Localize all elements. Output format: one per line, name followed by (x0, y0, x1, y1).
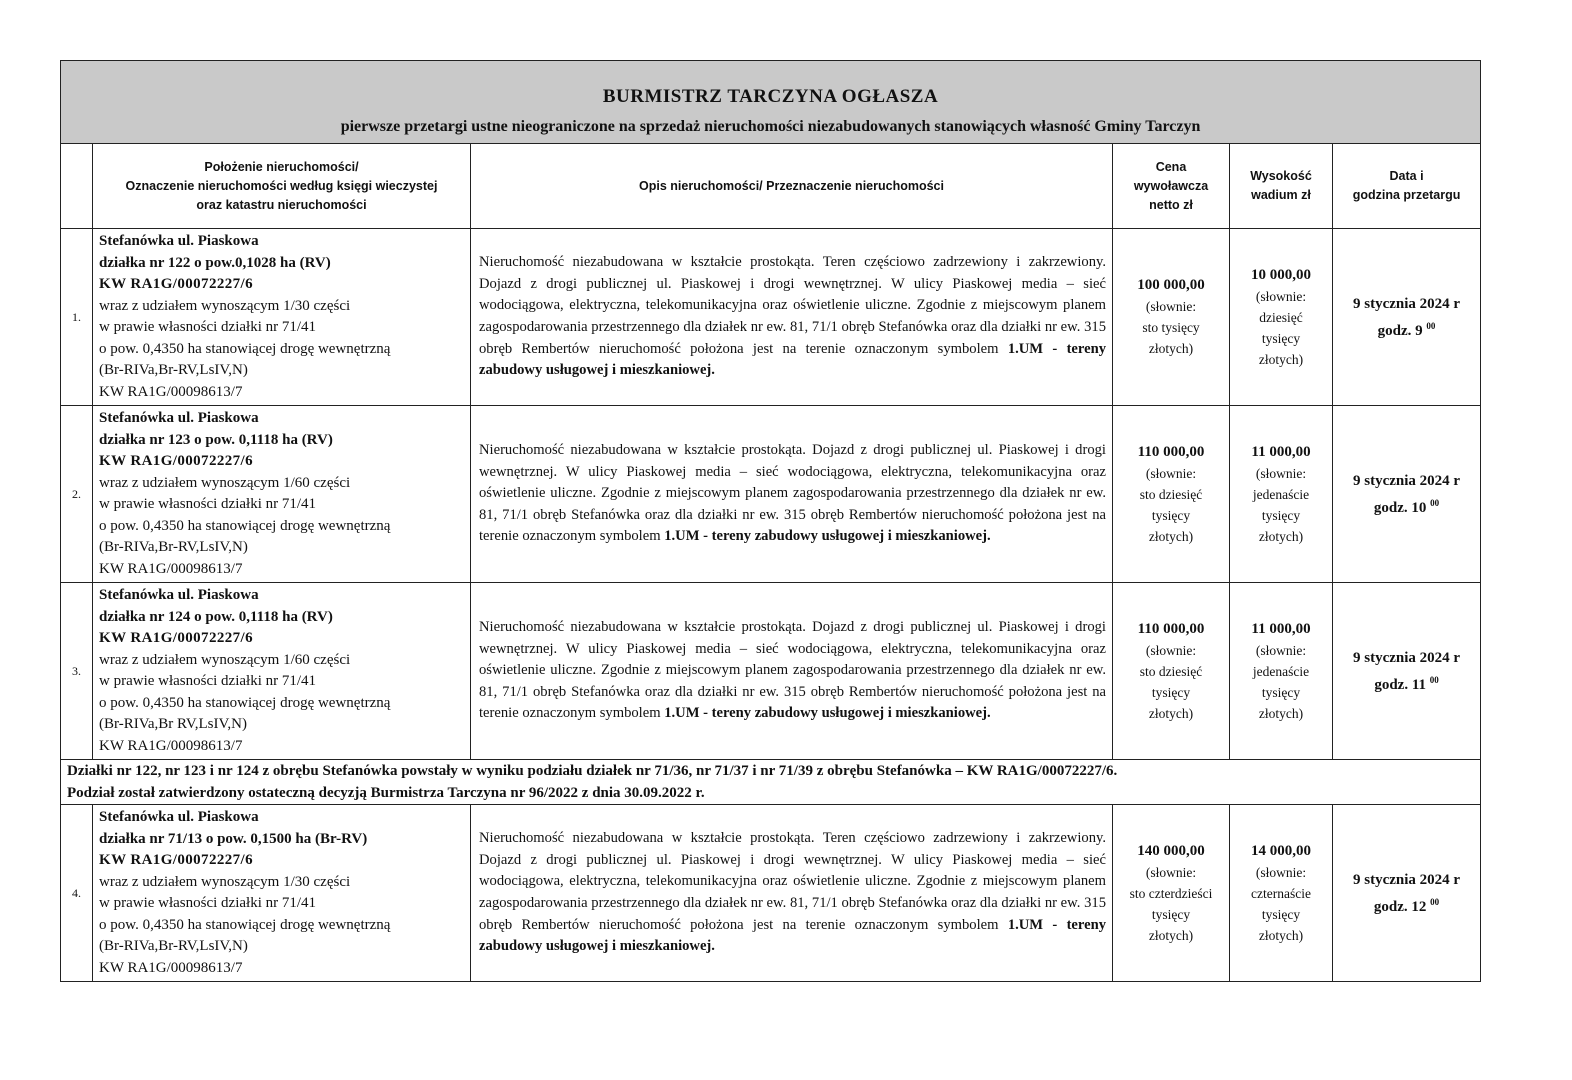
col-deposit-label-1: Wysokość (1250, 169, 1312, 183)
land-class-line: (Br-RIVa,Br RV,LsIV,N) (99, 716, 247, 732)
price-words: sto dziesięć (1139, 663, 1203, 679)
road-area-line: o pow. 0,4350 ha stanowiącej drogę wewnętrzną (99, 340, 391, 357)
deposit-value: 14 000,00 (1251, 842, 1311, 859)
property-location (93, 583, 471, 760)
announcement-subtitle: pierwsze przetargi ustne nieograniczone na sprzedaż nieruchomości niezabudowanych stanowiących własność Gminy Tarczyn (340, 118, 1201, 135)
minutes-text: 00 (1426, 320, 1436, 331)
property-location (93, 406, 471, 583)
share-line: wraz z udziałem wynoszącym 1/30 części (99, 297, 351, 314)
price-words: złotych) (1148, 341, 1194, 356)
price-words: złotych) (1148, 705, 1194, 721)
auction-date: 9 stycznia 2024 r (1352, 649, 1461, 666)
deposit-words: tysięcy (1261, 684, 1301, 700)
price-amount: 100 000,00 (1137, 277, 1205, 293)
price-amount: 140 000,00 (1137, 842, 1205, 859)
auction-datetime (1333, 229, 1481, 406)
deposit-amount (1230, 805, 1333, 982)
parcel-line: działka nr 124 o pow. 0,1118 ha (RV) (99, 608, 333, 625)
hour-text: godz. 10 (1373, 499, 1427, 516)
price-words: (słownie: (1145, 642, 1197, 658)
deposit-words: tysięcy (1261, 507, 1301, 523)
deposit-value: 10 000,00 (1251, 266, 1311, 283)
deposit-words: (słownie: (1255, 642, 1307, 658)
col-date-label-2: godzina przetargu (1352, 188, 1461, 202)
deposit-words: złotych) (1258, 351, 1304, 367)
auction-hour (1333, 891, 1480, 918)
property-location (93, 805, 471, 982)
price-words: złotych) (1148, 528, 1194, 544)
announcement-title: BURMISTRZ TARCZYNA OGŁASZA (602, 86, 939, 107)
description-text: Nieruchomość niezabudowana w kształcie prostokąta. Teren częściowo zadrzewiony i zakrzewiony. Dojazd z drogi publicznej ul. Piaskowej i drogi wewnętrznej. W ulicy Piaskowej media – sieć wodociągowa, elektryczna, telekomunikacyjna oraz oświetlenie uliczne. Zgodnie z miejscowym planem zagospodarowania przestrzennego dla działek nr ew. 81, 71/1 obręb Stefanówka oraz dla działki nr ew. 315 obręb Rembertów nieruchomość położona jest na terenie oznaczonym symbolem (479, 254, 1106, 357)
share-line: wraz z udziałem wynoszącym 1/60 części (99, 651, 351, 668)
auction-date: 9 stycznia 2024 r (1352, 472, 1461, 489)
auction-hour (1333, 669, 1480, 696)
auction-datetime (1333, 406, 1481, 583)
announcement-sheet (60, 60, 1480, 982)
property-row (61, 229, 1481, 406)
hour-text: godz. 9 (1377, 322, 1423, 339)
row-number: 3. (61, 583, 93, 760)
auction-date: 9 stycznia 2024 r (1352, 295, 1461, 312)
location-line: Stefanówka ul. Piaskowa (99, 809, 259, 825)
auction-datetime (1333, 583, 1481, 760)
col-location-label-2: Oznaczenie nieruchomości według księgi wieczystej (125, 178, 438, 193)
row-number: 4. (61, 805, 93, 982)
row-number: 1. (61, 229, 93, 406)
road-area-line: o pow. 0,4350 ha stanowiącej drogę wewnętrzną (99, 517, 391, 534)
land-register-line: KW RA1G/00072227/6 (99, 276, 254, 292)
price-words: tysięcy (1151, 684, 1191, 700)
road-register-line: KW RA1G/00098613/7 (99, 560, 243, 577)
zoning-text: 1.UM - tereny zabudowy usługowej i mieszkaniowej. (479, 340, 1107, 379)
auction-datetime (1333, 805, 1481, 982)
zoning-text: 1.UM - tereny zabudowy usługowej i mieszkaniowej. (664, 528, 991, 545)
parcel-line: działka nr 123 o pow. 0,1118 ha (RV) (99, 431, 333, 448)
ownership-line: w prawie własności działki nr 71/41 (99, 895, 317, 911)
property-description (471, 406, 1113, 583)
land-class-line: (Br-RIVa,Br-RV,LsIV,N) (99, 938, 248, 954)
share-line: wraz z udziałem wynoszącym 1/60 części (99, 474, 351, 491)
col-location-label-1: Położenie nieruchomości/ (204, 159, 359, 174)
road-register-line: KW RA1G/00098613/7 (99, 959, 243, 976)
road-area-line: o pow. 0,4350 ha stanowiącej drogę wewnętrzną (99, 916, 391, 933)
deposit-words: (słownie: (1255, 465, 1307, 481)
subdivision-note (61, 760, 1481, 805)
share-line: wraz z udziałem wynoszącym 1/30 części (99, 873, 351, 890)
col-location-label-3: oraz katastru nieruchomości (196, 197, 367, 212)
road-register-line: KW RA1G/00098613/7 (99, 737, 243, 754)
deposit-words: tysięcy (1261, 906, 1301, 922)
col-deposit-header (1230, 144, 1333, 229)
col-deposit-label-2: wadium zł (1251, 188, 1311, 202)
starting-price (1113, 229, 1230, 406)
land-register-line: KW RA1G/00072227/6 (99, 453, 254, 469)
land-register-line: KW RA1G/00072227/6 (99, 630, 254, 646)
price-words: złotych) (1148, 927, 1194, 943)
col-date-label-1: Data i (1389, 169, 1424, 183)
land-class-line: (Br-RIVa,Br-RV,LsIV,N) (99, 539, 248, 555)
price-amount: 110 000,00 (1137, 620, 1205, 637)
location-line: Stefanówka ul. Piaskowa (99, 587, 259, 603)
property-location (93, 229, 471, 406)
col-price-label-1: Cena (1155, 159, 1187, 174)
announcement-table (60, 60, 1481, 982)
col-price-label-2: wywoławcza (1133, 178, 1209, 193)
deposit-words: czternaście (1251, 885, 1311, 901)
row-number: 2. (61, 406, 93, 583)
col-price-header (1113, 144, 1230, 229)
price-amount: 110 000,00 (1137, 443, 1205, 460)
deposit-value: 11 000,00 (1251, 620, 1311, 637)
price-words: sto czterdzieści (1129, 885, 1213, 901)
deposit-words: tysięcy (1261, 330, 1301, 346)
deposit-amount (1230, 229, 1333, 406)
deposit-amount (1230, 583, 1333, 760)
deposit-words: (słownie: (1255, 864, 1307, 880)
deposit-words: (słownie: (1255, 288, 1307, 304)
minutes-text: 00 (1429, 674, 1439, 685)
location-line: Stefanówka ul. Piaskowa (99, 233, 259, 249)
ownership-line: w prawie własności działki nr 71/41 (99, 673, 317, 689)
parcel-line: działka nr 122 o pow.0,1028 ha (RV) (99, 254, 331, 271)
deposit-words: złotych) (1258, 528, 1304, 544)
deposit-words: złotych) (1258, 927, 1304, 943)
property-row (61, 406, 1481, 583)
minutes-text: 00 (1430, 896, 1440, 907)
description-text: Nieruchomość niezabudowana w kształcie prostokąta. Dojazd z drogi publicznej ul. Piaskowej i drogi wewnętrznej. W ulicy Piaskowej media – sieć wodociągowa, elektryczna, telekomunikacyjna oraz oświetlenie uliczne. Zgodnie z miejscowym planem zagospodarowania przestrzennego dla działek nr ew. 81, 71/1 obręb Stefanówka oraz dla działki nr ew. 315 obręb Rembertów nieruchomość położona jest na terenie oznaczonym symbolem (479, 442, 1106, 545)
parcel-line: działka nr 71/13 o pow. 0,1500 ha (Br-RV) (99, 830, 368, 847)
col-description-header: Opis nieruchomości/ Przeznaczenie nieruchomości (471, 144, 1113, 229)
price-words: (słownie: (1145, 465, 1197, 481)
minutes-text: 00 (1430, 497, 1440, 508)
description-text: Nieruchomość niezabudowana w kształcie prostokąta. Teren częściowo zadrzewiony i zakrzewiony. Dojazd z drogi publicznej ul. Piaskowej i drogi wewnętrznej. W ulicy Piaskowej media – sieć wodociągowa, elektryczna, telekomunikacyjna oraz oświetlenie uliczne. Zgodnie z miejscowym planem zagospodarowania przestrzennego dla działek nr ew. 81, 71/1 obręb Stefanówka oraz dla działki nr ew. 315 obręb Rembertów nieruchomość położona jest na terenie oznaczonym symbolem (479, 830, 1106, 933)
property-row (61, 583, 1481, 760)
col-price-label-3: netto zł (1149, 197, 1193, 212)
ownership-line: w prawie własności działki nr 71/41 (99, 319, 317, 335)
land-class-line: (Br-RIVa,Br-RV,LsIV,N) (99, 362, 248, 378)
property-description (471, 229, 1113, 406)
auction-hour (1333, 315, 1480, 342)
hour-text: godz. 11 (1374, 676, 1426, 693)
property-description (471, 805, 1113, 982)
road-area-line: o pow. 0,4350 ha stanowiącej drogę wewnętrzną (99, 694, 391, 711)
column-header-row (61, 144, 1481, 229)
ownership-line: w prawie własności działki nr 71/41 (99, 496, 317, 512)
location-line: Stefanówka ul. Piaskowa (99, 410, 259, 426)
deposit-words: jedenaście (1252, 486, 1310, 502)
note-line-2: Podział został zatwierdzony ostateczną decyzją Burmistrza Tarczyna nr 96/2022 z dnia 30.09.2022 r. (67, 785, 705, 801)
col-number-header (61, 144, 93, 229)
price-words: (słownie: (1145, 299, 1197, 314)
col-date-header (1333, 144, 1481, 229)
land-register-line: KW RA1G/00072227/6 (99, 852, 254, 868)
price-words: tysięcy (1151, 507, 1191, 523)
auction-date: 9 stycznia 2024 r (1352, 871, 1461, 888)
hour-text: godz. 12 (1373, 898, 1427, 915)
deposit-words: jedenaście (1252, 663, 1310, 679)
banner (61, 61, 1481, 144)
starting-price (1113, 583, 1230, 760)
auction-hour (1333, 492, 1480, 519)
deposit-words: złotych) (1258, 705, 1304, 721)
zoning-text: 1.UM - tereny zabudowy usługowej i mieszkaniowej. (664, 705, 991, 722)
price-words: sto tysięcy (1142, 320, 1200, 335)
subdivision-note-row (61, 760, 1481, 805)
property-row (61, 805, 1481, 982)
col-location-header (93, 144, 471, 229)
deposit-amount (1230, 406, 1333, 583)
price-words: (słownie: (1145, 864, 1197, 880)
price-words: tysięcy (1151, 906, 1191, 922)
property-description (471, 583, 1113, 760)
note-line-1: Działki nr 122, nr 123 i nr 124 z obrębu Stefanówka powstały w wyniku podziału działek nr 71/36, nr 71/37 i nr 71/39 z obrębu Stefanówka – KW RA1G/00072227/6. (67, 763, 1118, 779)
road-register-line: KW RA1G/00098613/7 (99, 383, 243, 400)
description-text: Nieruchomość niezabudowana w kształcie prostokąta. Dojazd z drogi publicznej ul. Piaskowej i drogi wewnętrznej. W ulicy Piaskowej media – sieć wodociągowa, elektryczna, telekomunikacyjna oraz oświetlenie uliczne. Zgodnie z miejscowym planem zagospodarowania przestrzennego dla działek nr ew. 81, 71/1 obręb Stefanówka oraz dla działki nr ew. 315 obręb Rembertów nieruchomość położona jest na terenie oznaczonym symbolem (479, 619, 1106, 722)
deposit-value: 11 000,00 (1251, 443, 1311, 460)
price-words: sto dziesięć (1139, 486, 1203, 502)
starting-price (1113, 805, 1230, 982)
starting-price (1113, 406, 1230, 583)
deposit-words: dziesięć (1259, 309, 1303, 325)
zoning-text: 1.UM - tereny zabudowy usługowej i mieszkaniowej. (479, 916, 1107, 955)
